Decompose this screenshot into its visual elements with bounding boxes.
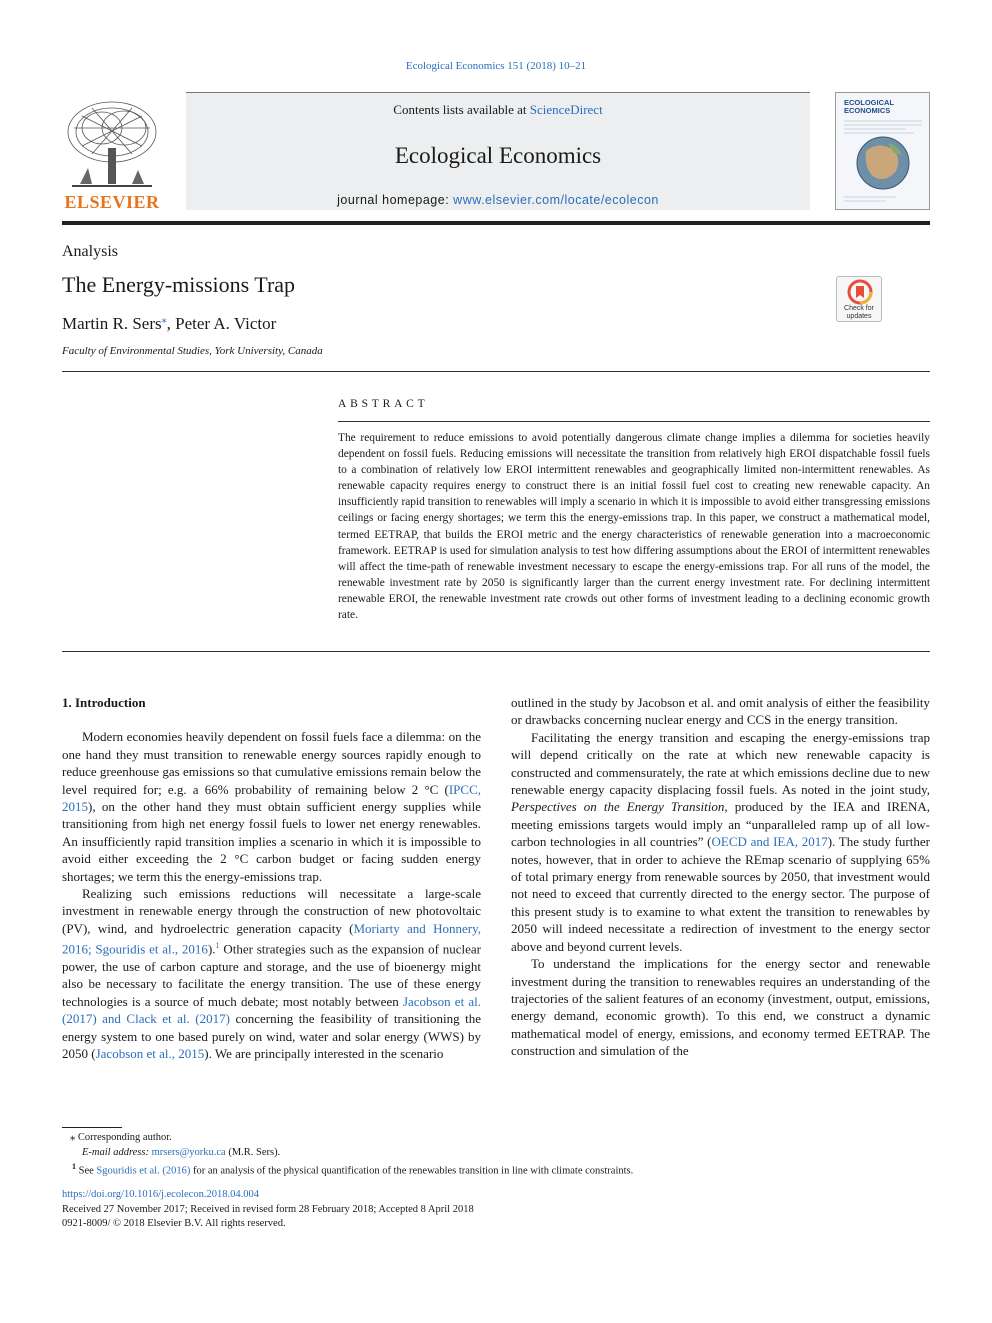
corresponding-author-mark[interactable]: ⁎ xyxy=(161,314,167,326)
citation-link[interactable]: Moriarty and Honnery, 2016; Sgouridis et al., 2016 xyxy=(62,920,481,957)
email-label: E-mail address: xyxy=(82,1146,152,1158)
section-heading: 1. Introduction xyxy=(62,695,146,710)
divider xyxy=(62,371,930,372)
journal-citation[interactable]: Ecological Economics 151 (2018) 10–21 xyxy=(405,60,587,72)
homepage-link[interactable]: www.elsevier.com/locate/ecolecon xyxy=(453,193,659,207)
journal-name: Ecological Economics xyxy=(394,143,602,168)
body-column-right xyxy=(511,694,930,1060)
citation-link[interactable]: Jacobson et al. (2017) and Clack et al. (2017) xyxy=(62,993,482,1027)
report-title: Perspectives on the Energy Transition xyxy=(511,799,725,815)
footnote-text: for an analysis of the physical quantification of the renewables transition in line with climate constraints. xyxy=(190,1165,634,1177)
homepage-line xyxy=(186,193,810,207)
tree-icon xyxy=(62,98,162,194)
author-separator: , xyxy=(166,314,176,333)
text-run: ). The study further notes, however, that in order to achieve the REmap scenario of supplying 65% of total primary energy from renewable sources by 2050, that investment would not need to exceed that currently directed to the energy sector. The purpose of this present study is to examine to what extent the transition to renewables by 2050 will indeed necessitate a redirection of investment to the energy sector above and beyond current levels. xyxy=(511,834,930,954)
divider xyxy=(62,651,930,652)
article-section-label: Analysis xyxy=(62,243,118,260)
text-run: ). We are principally interested in the scenario xyxy=(204,1046,444,1062)
footnote-marker[interactable]: 1 xyxy=(215,941,220,951)
text-run: ), on the other hand they must obtain sufficient energy supplies while transitioning from high net energy fossil fuels to lower net energy renewables. An insufficiently rapid transition implies a scenario in which it is impossible to avoid either exceeding the 2 °C carbon budget or facing sudden energy shortages; we term this the energy-emissions trap. xyxy=(62,799,481,884)
abstract-heading: ABSTRACT xyxy=(338,398,429,410)
publisher-wordmark: ELSEVIER xyxy=(64,192,160,212)
footnote-text: Corresponding author. xyxy=(75,1132,172,1143)
citation-link[interactable]: IPCC, 2015 xyxy=(62,781,481,815)
email-link[interactable]: mrsers@yorku.ca xyxy=(151,1146,226,1158)
abstract-text: The requirement to reduce emissions to avoid potentially dangerous climate change implies a dilemma for societies heavily dependent on fossil fuels. Reducing emissions will necessitate the transition from relatively high EROI dispatchable fossil fuels to a combination of relatively low EROI intermittent renewables and geographically limited non-intermittent renewables. As renewable capacity requires energy to construct there is an initial fossil fuel cost to creating new renewable capacity. An insufficiently rapid transition to renewables will imply a scenario in which it is impossible to avoid either transgressing emissions ceilings or facing energy shortages; we term this the energy-emissions trap. In this paper, we construct a mathematical model, termed EETRAP, that builds the EROI metric and the energy characteristics of renewable generation into a macroeconomic framework. EETRAP is used for simulation analysis to test how differing assumptions about the EROI of intermittent renewables will affect the time-path of renewable investment necessary to escape the energy-emissions trap. For all runs of the model, the renewable investment rate by 2050 is significantly larger than the current energy investment rate. For declining intermittent renewable EROI, the renewable investment rate crowds out other forms of investment leading to a declining economic growth rate. xyxy=(338,432,930,622)
email-note xyxy=(62,1146,930,1161)
abstract-divider xyxy=(338,421,930,422)
paragraph: outlined in the study by Jacobson et al. and omit analysis of either the feasibility or drawbacks concerning nuclear energy and CCS in the energy transition. xyxy=(511,695,930,728)
homepage-prefix: journal homepage: xyxy=(337,193,454,207)
copyright-line: 0921-8009/ © 2018 Elsevier B.V. All rights reserved. xyxy=(62,1218,286,1229)
footnotes xyxy=(62,1131,930,1179)
cover-title: ECOLOGICAL ECONOMICS xyxy=(844,98,894,115)
text-run: Modern economies heavily dependent on fossil fuels face a dilemma: on the one hand they must transition to renewable energy sources rapidly enough to reduce greenhouse gas emissions so that cumulative emissions remain below the level required for; e.g. a 66% probability of remaining below 2 °C ( xyxy=(62,729,481,797)
footnote-1 xyxy=(62,1160,930,1179)
text-run: ). xyxy=(207,941,216,957)
check-updates-label: Check for updates xyxy=(844,305,874,320)
text-run: Other strategies such as the expansion of nuclear power, the use of carbon capture and storage, and the use of bioenergy might also be necessary to facilitate the energy transition. The use of these energy technologies is a source of much debate; most notably between xyxy=(62,941,481,1009)
footnote-symbol: 1 xyxy=(72,1162,76,1171)
journal-header xyxy=(62,92,930,220)
header-divider xyxy=(62,221,930,225)
bookmark-icon xyxy=(837,279,883,307)
article-title: The Energy-missions Trap xyxy=(62,272,296,297)
doi-link[interactable]: https://doi.org/10.1016/j.ecolecon.2018.04.004 xyxy=(62,1189,259,1200)
citation-link[interactable]: OECD and IEA, 2017 xyxy=(711,834,828,850)
paragraph: To understand the implications for the energy sector and renewable investment during the transition to renewables requires an understanding of the trajectories of the salient features of an economy (investment, output, emissions, energy demand, economic growth). To this end, we construct a dynamic mathematical model of energy, emissions, and economy termed EETRAP. The construction and simulation of the xyxy=(511,956,930,1059)
check-for-updates-badge[interactable] xyxy=(836,276,882,322)
citation-link[interactable]: Sgouridis et al. (2016) xyxy=(96,1165,191,1177)
text-run: Facilitating the energy transition and escaping the energy-emissions trap will depend critically on the rate at which new renewable capacity is constructed and commensurately, the rate at which emissions decline due to new renewable energy capacity displacing fossil fuels. As noted in the joint study, xyxy=(511,729,930,798)
author-name[interactable]: Martin R. Sers xyxy=(62,314,162,333)
citation-link[interactable]: Jacobson et al., 2015 xyxy=(95,1046,205,1062)
footnote-text: See xyxy=(76,1165,97,1177)
journal-banner xyxy=(186,92,810,210)
paragraph xyxy=(62,728,481,885)
sciencedirect-link[interactable]: ScienceDirect xyxy=(529,102,603,117)
paragraph xyxy=(62,885,481,1062)
article-metadata xyxy=(62,1188,930,1232)
text-run: concerning the feasibility of transitioning the energy system to one based purely on wind, water and solar energy (WWS) by 2050 ( xyxy=(62,1011,481,1062)
author-affiliation: Faculty of Environmental Studies, York University, Canada xyxy=(62,345,323,357)
footnote-symbol: ⁎ xyxy=(70,1132,76,1143)
footnote-text: (M.R. Sers). xyxy=(225,1146,281,1158)
journal-cover-image[interactable] xyxy=(835,92,930,210)
corresponding-author-note xyxy=(62,1131,930,1146)
text-run: , produced by the IEA and IRENA, meeting emissions targets would imply an “unparalleled ramp up of all low-carbon technologies in all countries” ( xyxy=(511,799,930,850)
body-column-left xyxy=(62,694,481,1062)
globe-icon xyxy=(836,93,930,210)
author-name[interactable]: Peter A. Victor xyxy=(175,314,277,333)
footnote-divider xyxy=(62,1127,122,1128)
author-list xyxy=(62,314,276,334)
article-history: Received 27 November 2017; Received in revised form 28 February 2018; Accepted 8 April 2018 xyxy=(62,1203,474,1215)
contents-line xyxy=(186,102,810,118)
paragraph xyxy=(511,729,930,955)
contents-prefix: Contents lists available at xyxy=(393,102,530,117)
text-run: Realizing such emissions reductions will necessitate a large-scale investment in renewable energy through the construction of new photovoltaic (PV), wind, and hydroelectric generation capacity ( xyxy=(62,886,481,936)
